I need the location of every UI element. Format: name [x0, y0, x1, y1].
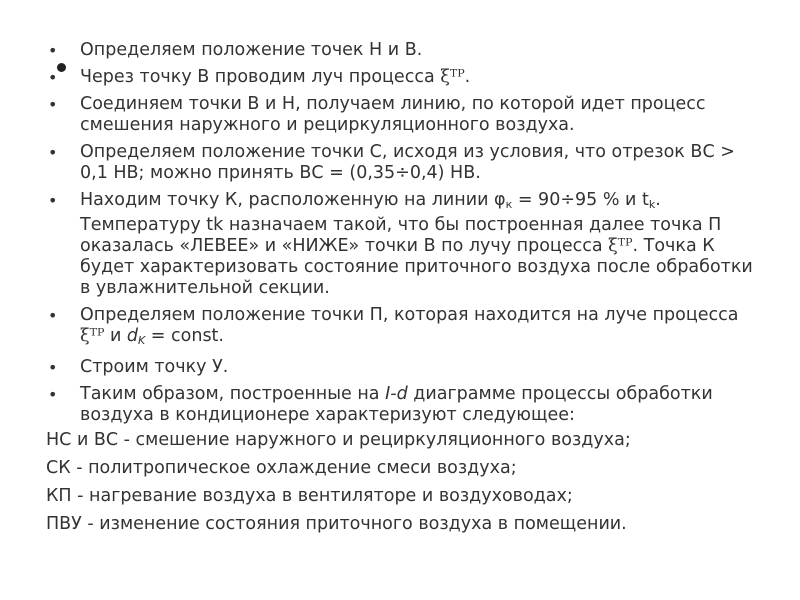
- bullet-item-7: [46, 357, 766, 378]
- summary-line-3: КП - нагревание воздуха в вентиляторе и воздуховодах;: [46, 486, 573, 506]
- bullet-marker: •: [48, 41, 58, 60]
- bullet-marker: •: [48, 385, 58, 404]
- id-diagram-label: I-d: [385, 384, 408, 404]
- d-symbol: d: [126, 326, 139, 346]
- summary-line-1: НС и ВС - смешение наружного и рециркуляционного воздуха;: [46, 430, 631, 450]
- subscript-k: к: [505, 198, 513, 211]
- bullet-marker: •: [48, 95, 58, 114]
- summary-line-4: ПВУ - изменение состояния приточного воздуха в помещении.: [46, 514, 627, 534]
- bullet-item-6: [46, 305, 766, 351]
- bullet-text: Определяем положение точек Н и В.: [80, 40, 423, 60]
- subscript-k: k: [648, 198, 656, 211]
- bullet-text: Таким образом, построенные на: [80, 384, 386, 404]
- bullet-marker: •: [48, 358, 58, 377]
- bullet-item-4: [46, 142, 766, 184]
- summary-line-2: СК - политропическое охлаждение смеси воздуха;: [46, 458, 517, 478]
- bullet-text: диаграмме процессы обработки воздуха в кондиционере характеризуют следующее:: [80, 384, 713, 425]
- bullet-text: Находим точку К, расположенную на линии φ: [80, 190, 506, 210]
- bullet-text: = 90÷95 % и t: [512, 190, 649, 210]
- bullet-item-3: [46, 94, 766, 136]
- bullet-item-8: [46, 384, 766, 426]
- bullet-text: Определяем положение точки П, которая находится на луче процесса: [80, 305, 739, 325]
- xi-symbol: ξᵀᴾ: [80, 326, 105, 346]
- bullet-list: [46, 40, 766, 432]
- bullet-text: Через точку В проводим луч процесса: [80, 67, 441, 87]
- bullet-item-1: [46, 40, 766, 61]
- bullet-item-5: [46, 190, 766, 299]
- bullet-text: Соединяем точки В и Н, получаем линию, по которой идет процесс смешения наружного и рециркуляционного воздуха.: [80, 94, 706, 135]
- bullet-text-end: .: [464, 67, 471, 87]
- bullet-text: Определяем положение точки С, исходя из условия, что отрезок ВС > 0,1 НВ; можно принять ВС = (0,35÷0,4) НВ.: [80, 142, 735, 183]
- bullet-text: . Температуру tk назначаем такой, что бы построенная далее точка П оказалась «ЛЕВЕЕ» и «НИЖЕ» точки В по лучу процесса: [80, 190, 722, 256]
- bullet-marker: •: [48, 191, 58, 210]
- bullet-marker: •: [48, 68, 58, 87]
- bullet-item-2: [46, 67, 766, 88]
- bullet-marker: •: [48, 306, 58, 325]
- xi-symbol: ξᵀᴾ: [608, 236, 633, 256]
- bullet-text: Строим точку У.: [80, 357, 229, 377]
- bullet-text: и: [104, 326, 127, 346]
- bullet-text: . Точка К будет характеризовать состояние приточного воздуха после обработки в увлажнительной секции.: [80, 236, 753, 298]
- bullet-text: = const.: [145, 326, 224, 346]
- bullet-marker: •: [48, 143, 58, 162]
- subscript-K: K: [138, 334, 146, 347]
- xi-symbol: ξᵀᴾ: [440, 67, 465, 87]
